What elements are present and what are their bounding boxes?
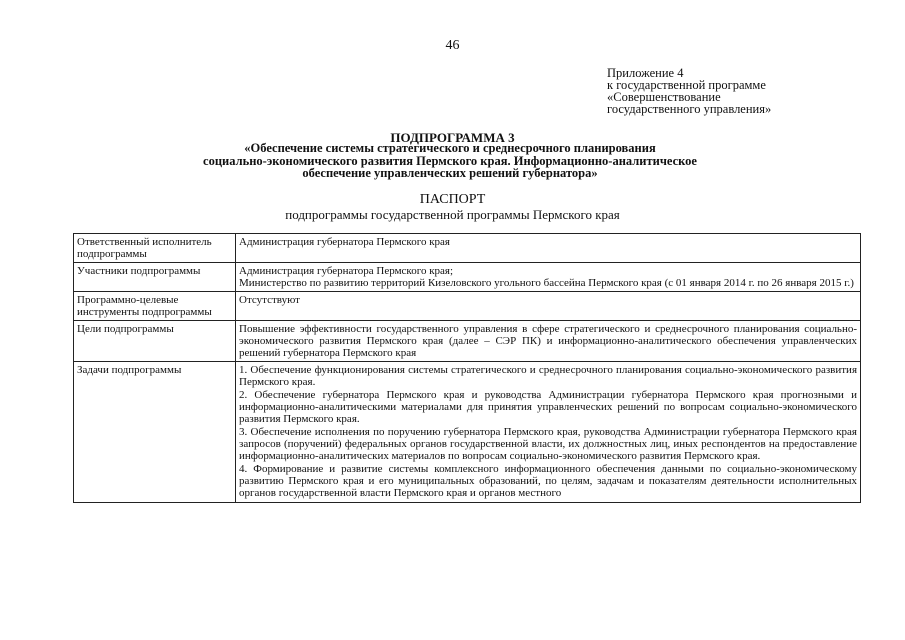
row-value-line: Администрация губернатора Пермского края: [239, 236, 450, 248]
row-value-line: Министерство по развитию территорий Кизеловского угольного бассейна Пермского края (с 01 января 2014 г. по 26 января 2015 г.): [239, 277, 854, 289]
appendix-line: к государственной программе: [607, 78, 766, 92]
passport-subtitle: подпрограммы государственной программы Пермского края: [285, 207, 620, 222]
row-label: Участники подпрограммы: [74, 263, 236, 292]
appendix-line: Приложение 4: [607, 66, 684, 80]
row-value: [236, 321, 861, 362]
table-row: [74, 362, 861, 503]
row-label: Цели подпрограммы: [74, 321, 236, 362]
subprogram-name-line: социально-экономического развития Пермского края. Информационно-аналитическое: [203, 153, 697, 168]
appendix-line: государственного управления»: [607, 102, 772, 116]
table-row: [74, 263, 861, 292]
task-item: 2. Обеспечение губернатора Пермского края и руководства Администрации губернатора Пермского края прогнозными и информационно-аналитическими материалами для принятия управленческих решений по вопросам социально-экономического развития Пермского края.: [239, 389, 857, 425]
task-item: 1. Обеспечение функционирования системы стратегического и среднесрочного планирования социально-экономического развития Пермского края.: [239, 364, 857, 388]
page-number: 46: [445, 38, 460, 53]
subprogram-name-line: обеспечение управленческих решений губернатора»: [302, 166, 598, 180]
task-item: 3. Обеспечение исполнения по поручению губернатора Пермского края, руководства Администрации губернатора Пермского края запросов (поручений) федеральных органов государственной власти, их должностных лиц, иных респондентов на предоставление информационно-аналитических материалов по вопросам социально-экономического развития Пермского края.: [239, 426, 857, 462]
table-row: [74, 321, 861, 362]
row-value: [236, 234, 861, 263]
row-label: Ответственный исполнитель подпрограммы: [74, 234, 236, 263]
table-row: [74, 234, 861, 263]
row-value: [236, 362, 861, 503]
passport-table: [73, 233, 861, 503]
appendix-note: [607, 67, 771, 115]
subprogram-name: [150, 142, 750, 180]
subprogram-name-line: «Обеспечение системы стратегического и среднесрочного планирования: [244, 141, 656, 155]
row-value-line: Администрация губернатора Пермского края;: [239, 265, 454, 277]
row-label: Программно-целевые инструменты подпрограммы: [74, 292, 236, 321]
row-value-line: Отсутствуют: [239, 294, 300, 306]
row-value: [236, 292, 861, 321]
table-row: [74, 292, 861, 321]
row-label: Задачи подпрограммы: [74, 362, 236, 503]
appendix-line: «Совершенствование: [607, 90, 721, 104]
subprogram-title: ПОДПРОГРАММА 3: [390, 130, 515, 145]
passport-title: ПАСПОРТ: [419, 192, 486, 207]
task-item: 4. Формирование и развитие системы комплексного информационного обеспечения данными по социально-экономическому развитию Пермского края и его муниципальных образований, по целям, задачам и показателям деятельности исполнительных органов государственной власти Пермского края и органов местного: [239, 463, 857, 499]
row-value-line: Повышение эффективности государственного управления в сфере стратегического и среднесрочного планирования социально-экономического развития Пермского края (далее – СЭР ПК) и информационно-аналитического обеспечения управленческих решений губернатора Пермского края: [239, 323, 857, 359]
row-value: [236, 263, 861, 292]
